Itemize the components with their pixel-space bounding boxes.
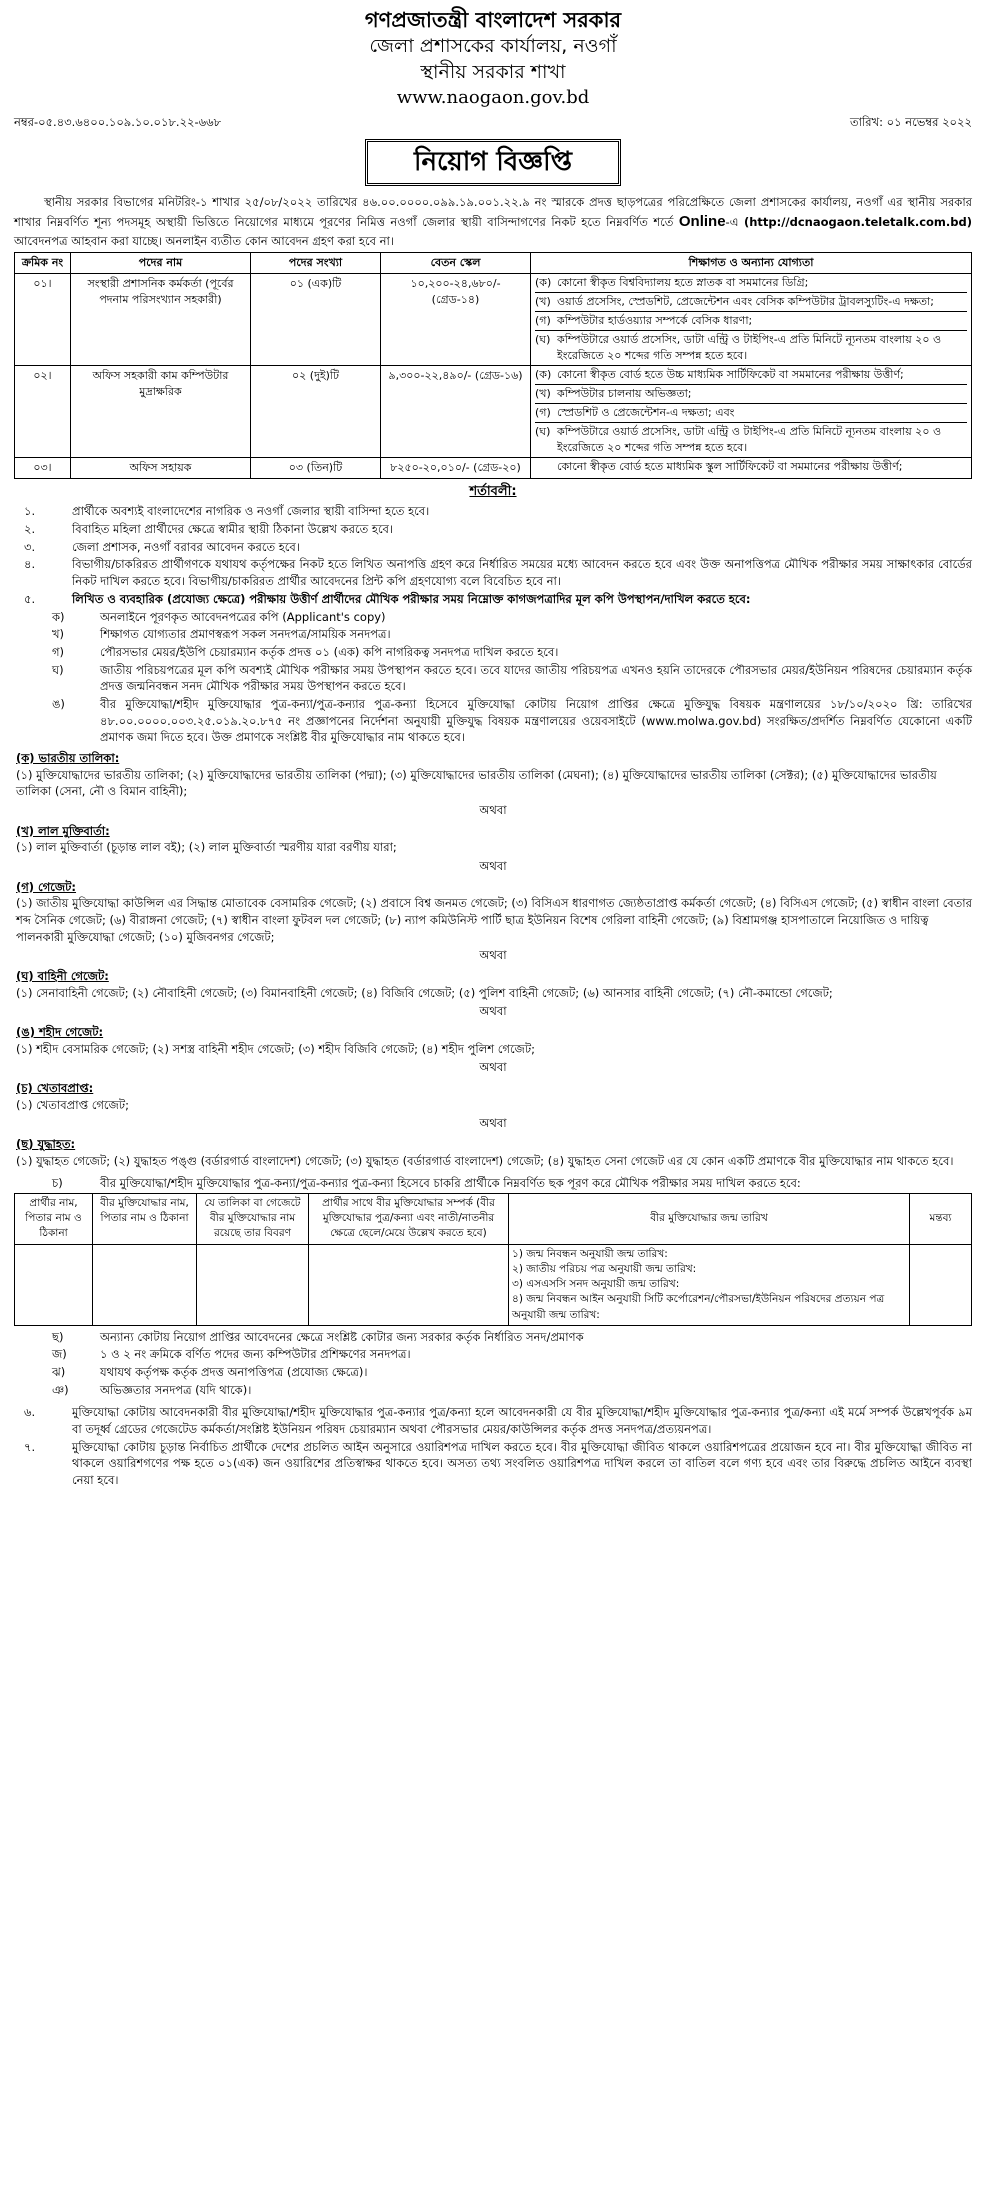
form-cell: [309, 1244, 509, 1325]
job-count: ০১ (এক)টি: [251, 274, 381, 366]
government-name: গণপ্রজাতন্ত্রী বাংলাদেশ সরকার: [364, 8, 622, 32]
proof-category: [16, 823, 972, 856]
item-text: বীর মুক্তিযোদ্ধা/শহীদ মুক্তিযোদ্ধার পুত্র-কন্যা/পুত্র-কন্যার পুত্র-কন্যা হিসেবে চাকরি প্রার্থীকে নিম্নবর্ণিত ছক পূরণ করে মৌখিক পরীক্ষার সময় দাখিল করতে হবে:: [100, 1176, 801, 1191]
qualification-key: (ঘ): [535, 333, 551, 347]
form-header-applicant: প্রার্থীর নাম, পিতার নাম ও ঠিকানা: [15, 1194, 93, 1245]
job-count: ০২ (দুই)টি: [251, 366, 381, 458]
qualification-item: [535, 293, 967, 312]
qualification-key: [535, 459, 557, 475]
form-header-freedom-fighter: বীর মুক্তিযোদ্ধার নাম, পিতার নাম ও ঠিকানা: [93, 1194, 197, 1245]
category-heading: (ঘ) বাহিনী গেজেট:: [16, 968, 109, 983]
category-heading: (ক) ভারতীয় তালিকা:: [16, 750, 120, 765]
header-count: পদের সংখ্যা: [251, 253, 381, 274]
list-item: [24, 644, 972, 661]
category-text: (১) যুদ্ধাহত গেজেট; (২) যুদ্ধাহত পঙ্গু (বর্ডারগার্ড বাংলাদেশ) গেজেট; (৩) যুদ্ধাহত (বর্ডারগার্ড বাংলাদেশ) গেজেট; (৪) যুদ্ধাহত সেনা গেজেট এর যে কোন একটি প্রমাণকে বীর মুক্তিযোদ্ধার নাম থাকতে হবে।: [16, 1153, 954, 1168]
job-count: ০৩ (তিন)টি: [251, 457, 381, 478]
category-text: (১) শহীদ বেসামরিক গেজেট; (২) সশস্ত্র বাহিনী শহীদ গেজেট; (৩) শহীদ বিজিবি গেজেট; (৪) শহীদ পুলিশ গেজেট;: [16, 1041, 535, 1056]
qualification-item: [535, 331, 967, 365]
item-number: ৪.: [24, 557, 36, 572]
memo-number: নম্বর-০৫.৪৩.৬৪০০.১০৯.১০.০১৮.২২-৬৬৮: [14, 114, 222, 129]
item-text: বিবাহিত মহিলা প্রার্থীদের ক্ষেত্রে স্বামীর স্থায়ী ঠিকানা উল্লেখ করতে হবে।: [72, 522, 394, 537]
table-row: [15, 274, 972, 366]
item-number: ক): [52, 609, 65, 624]
list-item: [24, 1364, 972, 1381]
job-qualifications: [531, 457, 972, 478]
item-text: অভিজ্ঞতার সনদপত্র (যদি থাকে)।: [100, 1382, 252, 1397]
item-text: বীর মুক্তিযোদ্ধা/শহীদ মুক্তিযোদ্ধার পুত্র-কন্যা/পুত্র-কন্যার পুত্র-কন্যা হিসেবে মুক্তিযোদ্ধা কোটায় নিয়োগ প্রাপ্তির ক্ষেত্রে মুক্তিযুদ্ধ বিষয়ক মন্ত্রণালয়ের ১৮/১০/২০২০ খ্রি: তারিখের ৪৮.০০.০০০০.০০৩.২৫.০১৯.২০.৮৭৫ নং প্রজ্ঞাপনের নির্দেশনা অনুযায়ী মুক্তিযুদ্ধ বিষয়ক মন্ত্রণালয়ের ওয়েবসাইটে (www.molwa.gov.bd) সংরক্ষিত/প্রদর্শিত নিম্নবর্ণিত যেকোনো একটি প্রমাণক জমা দিতে হবে। উক্ত প্রমাণকে সংশ্লিষ্ট বীর মুক্তিযোদ্ধার নাম থাকতে হবে।: [100, 696, 972, 745]
notice-page: [14, 6, 972, 1490]
item-text: জাতীয় পরিচয়পত্রের মূল কপি অবশ্যই মৌখিক পরীক্ষার সময় উপস্থাপন করতে হবে। তবে যাদের জাতীয় পরিচয়পত্র এখনও হয়নি তাদেরকে পৌরসভার মেয়র/ইউনিয়ন পরিষদের চেয়ারম্যান কর্তৃক প্রদত্ত জন্মনিবন্ধন সনদ মৌখিক পরীক্ষার সময় উপস্থাপন করতে হবে।: [100, 662, 972, 694]
list-item: [14, 1404, 972, 1437]
item-number: ১.: [24, 504, 36, 519]
form-cell: [910, 1244, 972, 1325]
item-number: ৭.: [24, 1439, 36, 1454]
dob-item: ৪) জন্ম নিবন্ধন আইন অনুযায়ী সিটি কর্পোরেশন/পৌরসভা/ইউনিয়ন পরিষদের প্রত্যয়ন পত্র অনুযায়ী জন্ম তারিখ:: [512, 1293, 885, 1321]
job-qualifications: [531, 366, 972, 458]
job-post: অফিস সহকারী কাম কম্পিউটার মুদ্রাক্ষরিক: [71, 366, 251, 458]
form-cell: [93, 1244, 197, 1325]
item-text: শিক্ষাগত যোগ্যতার প্রমাণস্বরূপ সকল সনদপত্র/সাময়িক সনদপত্র।: [100, 627, 391, 642]
header-sl: ক্রমিক নং: [15, 253, 71, 274]
category-heading: (খ) লাল মুক্তিবার্তা:: [16, 823, 110, 838]
qualification-text: কোনো স্বীকৃত বোর্ড হতে মাধ্যমিক স্কুল সার্টিফিকেট বা সমমানের পরীক্ষায় উত্তীর্ণ;: [557, 459, 903, 473]
conditions-title: শর্তাবলী:: [469, 483, 517, 499]
item-text: বিভাগীয়/চাকরিরত প্রার্থীগণকে যথাযথ কর্তৃপক্ষের নিকট হতে লিখিত অনাপত্তি গ্রহণ করে নির্ধারিত সময়ের মধ্যে আবেদন করতে হবে এবং উক্ত অনাপত্তিপত্র মৌখিক পরীক্ষার সময় সাক্ষাৎকার বোর্ডের নিকট দাখিল করতে হবে। বিভাগীয়/চাকরিরত প্রার্থীর আবেদনের প্রিন্ট কপি গ্রহণযোগ্য বলে বিবেচিত হবে না।: [72, 557, 972, 589]
item-number: ঘ): [52, 662, 64, 677]
list-item: [24, 1382, 972, 1399]
list-item: [24, 1175, 972, 1192]
qualification-text: কম্পিউটারে ওয়ার্ড প্রসেসিং, ডাটা এন্ট্রি ও টাইপিং-এ প্রতি মিনিটে ন্যূনতম বাংলায় ২০ ও ইংরেজিতে ২০ শব্দের গতি সম্পন্ন হতে হবে।: [557, 333, 942, 363]
proof-category: [16, 968, 972, 1001]
category-text: (১) জাতীয় মুক্তিযোদ্ধা কাউন্সিল এর সিদ্ধান্ত মোতাবেক বেসামরিক গেজেট; (২) প্রবাসে বিশ্ব জনমত গেজেট; (৩) বিসিএস ধারণাগত জ্যেষ্ঠতাপ্রাপ্ত কর্মকর্তা গেজেট; (৪) বিসিএস গেজেট; (৫) স্বাধীন বাংলা বেতার শব্দ সৈনিক গেজেট; (৬) বীরাঙ্গনা গেজেট; (৭) স্বাধীন বাংলা ফুটবল দল গেজেট; (৮) ন্যাপ কমিউনিস্ট পার্টি ছাত্র ইউনিয়ন বিশেষ গেরিলা বাহিনী গেজেট; (৯) বিশ্রামগঞ্জ হাসপাতালে নিয়োজিত ও দায়িত্ব পালনকারী মুক্তিযোদ্ধা গেজেট; (১০) মুজিবনগর গেজেট;: [16, 896, 972, 944]
item-number: ছ): [52, 1329, 64, 1344]
list-item: [24, 696, 972, 746]
form-cell: [197, 1244, 309, 1325]
qualification-item: [535, 385, 967, 404]
category-heading: (চ) খেতাবপ্রাপ্ত:: [16, 1080, 94, 1095]
item-number: ঝ): [52, 1365, 66, 1380]
header-post: পদের নাম: [71, 253, 251, 274]
job-scale: ৮২৫০-২০,০১০/- (গ্রেড-২০): [381, 457, 531, 478]
item-text: ১ ও ২ নং ক্রমিকে বর্ণিত পদের জন্য কম্পিউটার প্রশিক্ষণের সনদপত্র।: [100, 1347, 411, 1362]
qualification-text: ওয়ার্ড প্রসেসিং, স্প্রেডশিট, প্রেজেন্টেশন এবং বেসিক কম্পিউটার ট্রাবলস্যুটিং-এ দক্ষতা;: [557, 295, 934, 309]
list-item: [24, 662, 972, 695]
job-post: সংস্থারী প্রশাসনিক কর্মকর্তা (পূর্বের পদনাম পরিসংখ্যান সহকারী): [71, 274, 251, 366]
qualification-item: [535, 458, 967, 476]
website: www.naogaon.gov.bd: [396, 86, 590, 108]
list-item: [14, 539, 972, 556]
memo-row: [14, 114, 972, 131]
or-separator: অথবা: [479, 1004, 507, 1019]
category-heading: (ছ) যুদ্ধাহত:: [16, 1136, 76, 1151]
item-number: চ): [52, 1176, 63, 1191]
table-row: [15, 457, 972, 478]
intro-tail: আবেদনপত্র আহবান করা যাচ্ছে। অনলাইন ব্যতীত কোন আবেদন গ্রহণ করা হবে না।: [14, 233, 394, 248]
form-blank-row: [15, 1244, 972, 1325]
or-separator: অথবা: [479, 858, 507, 873]
job-post: অফিস সহায়ক: [71, 457, 251, 478]
form-header-relation: প্রার্থীর সাথে বীর মুক্তিযোদ্ধার সম্পর্ক (বীর মুক্তিযোদ্ধার পুত্র/কন্যা এবং নাতী/নাতনীর ক্ষেত্রে ছেলে/মেয়ে উল্লেখ করতে হবে): [309, 1194, 509, 1245]
proof-category: [16, 1136, 972, 1169]
item-number: ২.: [24, 522, 36, 537]
qualification-text: কোনো স্বীকৃত বোর্ড হতে উচ্চ মাধ্যমিক সার্টিফিকেট বা সমমানের পরীক্ষায় উত্তীর্ণ;: [557, 368, 904, 381]
qualification-text: স্প্রেডশিট ও প্রেজেন্টেশন-এ দক্ষতা; এবং: [557, 405, 735, 419]
form-header-row: [15, 1194, 972, 1245]
qualification-key: (ক): [535, 276, 552, 290]
proof-category: [16, 1024, 972, 1057]
job-scale: ১০,২০০-২৪,৬৮০/- (গ্রেড-১৪): [381, 274, 531, 366]
table-row: [15, 366, 972, 458]
item-text: প্রার্থীকে অবশ্যই বাংলাদেশের নাগরিক ও নওগাঁ জেলার স্থায়ী বাসিন্দা হতে হবে।: [72, 504, 430, 519]
form-header-remarks: মন্তব্য: [910, 1194, 972, 1245]
item-text: অন্যান্য কোটায় নিয়োগ প্রাপ্তির আবেদনের ক্ষেত্রে সংশ্লিষ্ট কোটার জন্য সরকার কর্তৃক নির্ধারিত সনদ/প্রমাণক: [100, 1329, 584, 1344]
item-text: মুক্তিযোদ্ধা কোটায় চূড়ান্ত নির্বাচিত প্রার্থীকে দেশের প্রচলিত আইন অনুসারে ওয়ারিশপত্র দাখিল করতে হবে। বীর মুক্তিযোদ্ধা জীবিত থাকলে ওয়ারিশপত্রের প্রয়োজন হবে না। বীর মুক্তিযোদ্ধা জীবিত না থাকলে ওয়ারিশগণের পক্ষ হতে ০১(এক) জন ওয়ারিশের প্রতিস্বাক্ষর থাকতে হবে। অসত্য তথ্য সংবলিত ওয়ারিশপত্র দাখিল করলে তা বাতিল বলে গণ্য হবে এবং তার বিরুদ্ধে প্রচলিত আইনে ব্যবস্থা নেয়া হবে।: [72, 1439, 972, 1488]
proof-category: [16, 879, 972, 946]
section-name: স্থানীয় সরকার শাখা: [420, 60, 566, 83]
list-item: [14, 591, 972, 608]
qualification-text: কম্পিউটার হার্ডওয়্যার সম্পর্কে বেসিক ধারণা;: [557, 314, 753, 328]
item-text: জেলা প্রশাসক, নওগাঁ বরাবর আবেদন করতে হবে।: [72, 539, 300, 554]
form-header-dob: বীর মুক্তিযোদ্ধার জন্ম তারিখ: [509, 1194, 910, 1245]
or-separator: অথবা: [479, 948, 507, 963]
letterhead: [14, 6, 972, 110]
job-sl: ০৩।: [15, 457, 71, 478]
list-item: [24, 626, 972, 643]
conditions-list: [14, 503, 972, 607]
header-qualification: শিক্ষাগত ও অন্যান্য যোগ্যতা: [531, 253, 972, 274]
freedom-fighter-form-table: [14, 1193, 972, 1326]
or-separator: অথবা: [479, 802, 507, 817]
item-number: গ): [52, 644, 65, 659]
list-item: [14, 556, 972, 589]
category-text: (১) সেনাবাহিনী গেজেট; (২) নৌবাহিনী গেজেট; (৩) বিমানবাহিনী গেজেট; (৪) বিজিবি গেজেট; (৫) পুলিশ বাহিনী গেজেট; (৬) আনসার বাহিনী গেজেট; (৭) নৌ-কমান্ডো গেজেট;: [16, 985, 833, 1000]
category-heading: (গ) গেজেট:: [16, 879, 77, 894]
qualification-text: কম্পিউটার চালনায় অভিজ্ঞতা;: [557, 386, 692, 400]
memo-date: তারিখ: ০১ নভেম্বর ২০২২: [850, 114, 972, 129]
category-text: (১) মুক্তিযোদ্ধাদের ভারতীয় তালিকা; (২) মুক্তিযোদ্ধাদের ভারতীয় তালিকা (পদ্মা); (৩) মুক্তিযোদ্ধাদের ভারতীয় তালিকা (মেঘনা); (৪) মুক্তিযোদ্ধাদের ভারতীয় তালিকা (সেক্টর); (৫) মুক্তিযোদ্ধাদের ভারতীয় তালিকা (সেনা, নৌ ও বিমান বাহিনী);: [16, 767, 937, 799]
job-sl: ০১।: [15, 274, 71, 366]
qualification-key: (খ): [535, 386, 551, 400]
qualification-item: [535, 366, 967, 385]
item-number: ৬.: [24, 1405, 36, 1420]
qualification-text: কম্পিউটারে ওয়ার্ড প্রসেসিং, ডাটা এন্ট্রি ও টাইপিং-এ প্রতি মিনিটে ন্যূনতম বাংলায় ২০ ও ইংরেজিতে ২০ শব্দের গতি সম্পন্ন হতে হবে।: [557, 424, 942, 454]
item-number: ৩.: [24, 539, 36, 554]
item-text: লিখিত ও ব্যবহারিক (প্রযোজ্য ক্ষেত্রে) পরীক্ষায় উত্তীর্ণ প্রার্থীদের মৌখিক পরীক্ষার সময় নিম্নোক্ত কাগজপত্রাদির মূল কপি উপস্থাপন/দাখিল করতে হবে:: [72, 591, 751, 606]
list-item: [24, 1346, 972, 1363]
dob-item: ২) জাতীয় পরিচয় পত্র অনুযায়ী জন্ম তারিখ:: [512, 1262, 697, 1275]
intro-online: Online: [678, 212, 726, 230]
documents-list-tail: [14, 1329, 972, 1399]
proof-category: [16, 750, 972, 800]
item-number: ঞ): [52, 1382, 69, 1397]
documents-list: [14, 609, 972, 746]
list-item: [14, 503, 972, 520]
dob-item: ১) জন্ম নিবন্ধন অনুযায়ী জন্ম তারিখ:: [512, 1247, 668, 1260]
page-title: নিয়োগ বিজ্ঞপ্তি: [365, 139, 621, 187]
job-scale: ৯,৩০০-২২,৪৯০/- (গ্রেড-১৬): [381, 366, 531, 458]
item-number: ৫.: [24, 591, 36, 606]
category-text: (১) খেতাবপ্রাপ্ত গেজেট;: [16, 1097, 129, 1112]
intro-suffix: -এ: [725, 214, 739, 229]
jobs-header-row: [15, 253, 972, 274]
form-dob-cell: [509, 1244, 910, 1325]
category-heading: (ঙ) শহীদ গেজেট:: [16, 1024, 104, 1039]
form-cell: [15, 1244, 93, 1325]
item-number: ঙ): [52, 696, 65, 711]
qualification-key: (ক): [535, 368, 552, 381]
freedom-fighter-proof-list: [14, 750, 972, 1169]
list-item: [14, 1439, 972, 1489]
form-header-list: যে তালিকা বা গেজেটে বীর মুক্তিযোদ্ধার নাম রয়েছে তার বিবরণ: [197, 1194, 309, 1245]
qualification-item: [535, 423, 967, 457]
item-text: মুক্তিযোদ্ধা কোটায় আবেদনকারী বীর মুক্তিযোদ্ধা/শহীদ মুক্তিযোদ্ধার পুত্র-কন্যার পুত্র/কন্যা হলে আবেদনকারী যে বীর মুক্তিযোদ্ধা/শহীদ মুক্তিযোদ্ধার পুত্র-কন্যার পুত্র/কন্যা এই মর্মে সম্পর্ক উল্লেখপূর্বক ৯ম বা তদূর্ধ্ব গ্রেডের গেজেটেড কর্মকর্তা/সংশ্লিষ্ট ইউনিয়ন পরিষদ চেয়ারম্যান অথবা পৌরসভার মেয়র/কাউন্সিলর কর্তৃক প্রদত্ত সনদপত্র/প্রত্যয়নপত্র।: [72, 1405, 972, 1437]
item-number: জ): [52, 1347, 67, 1362]
item-number: খ): [52, 627, 65, 642]
job-sl: ০২।: [15, 366, 71, 458]
qualification-key: (গ): [535, 314, 551, 328]
intro-text: স্থানীয় সরকার বিভাগের মনিটরিং-১ শাখার ২৫/০৮/২০২২ তারিখের ৪৬.০০.০০০০.০৯৯.১৯.০০১.২২.৯ নং স্মারকে প্রদত্ত ছাড়পত্রের পরিপ্রেক্ষিতে জেলা প্রশাসকের কার্যালয়, নওগাঁ এর স্থানীয় সরকার শাখার নিম্নবর্ণিত শূন্য পদসমূহ অস্থায়ী ভিত্তিতে নিয়োগের মাধ্যমে পূরণের নিমিত্ত নওগাঁ জেলার স্থায়ী বাসিন্দাগণের নিকট হতে নিম্নবর্ণিত শর্তে: [14, 195, 972, 229]
jobs-table: [14, 252, 972, 478]
job-qualifications: [531, 274, 972, 366]
qualification-key: (খ): [535, 295, 551, 309]
proof-category: [16, 1080, 972, 1113]
intro-paragraph: [14, 194, 972, 249]
qualification-item: [535, 404, 967, 423]
item-text: অনলাইনে পূরণকৃত আবেদনপত্রের কপি (Applicant's copy): [100, 609, 386, 624]
category-text: (১) লাল মুক্তিবার্তা (চূড়ান্ত লাল বই); (২) লাল মুক্তিবার্তা স্মরণীয় যারা বরণীয় যারা;: [16, 840, 397, 855]
qualification-item: [535, 312, 967, 331]
qualification-text: কোনো স্বীকৃত বিশ্ববিদ্যালয় হতে স্নাতক বা সমমানের ডিগ্রি;: [557, 276, 809, 290]
item-text: যথাযথ কর্তৃপক্ষ কর্তৃক প্রদত্ত অনাপত্তিপত্র (প্রযোজ্য ক্ষেত্রে)।: [100, 1365, 368, 1380]
qualification-key: (ঘ): [535, 424, 551, 438]
office-name: জেলা প্রশাসকের কার্যালয়, নওগাঁ: [369, 35, 617, 58]
list-item: [24, 609, 972, 626]
list-item: [24, 1329, 972, 1346]
conditions-list-tail: [14, 1404, 972, 1488]
intro-url: (http://dcnaogaon.teletalk.com.bd): [743, 214, 972, 229]
item-text: পৌরসভার মেয়র/ইউপি চেয়ারম্যান কর্তৃক প্রদত্ত ০১ (এক) কপি নাগরিকত্ব সনদপত্র দাখিল করতে হবে।: [100, 644, 559, 659]
list-item: [14, 521, 972, 538]
or-separator: অথবা: [479, 1116, 507, 1131]
or-separator: অথবা: [479, 1060, 507, 1075]
dob-item: ৩) এসএসসি সনদ অনুযায়ী জন্ম তারিখ:: [512, 1278, 680, 1291]
header-scale: বেতন স্কেল: [381, 253, 531, 274]
qualification-key: (গ): [535, 405, 551, 419]
qualification-item: [535, 274, 967, 293]
